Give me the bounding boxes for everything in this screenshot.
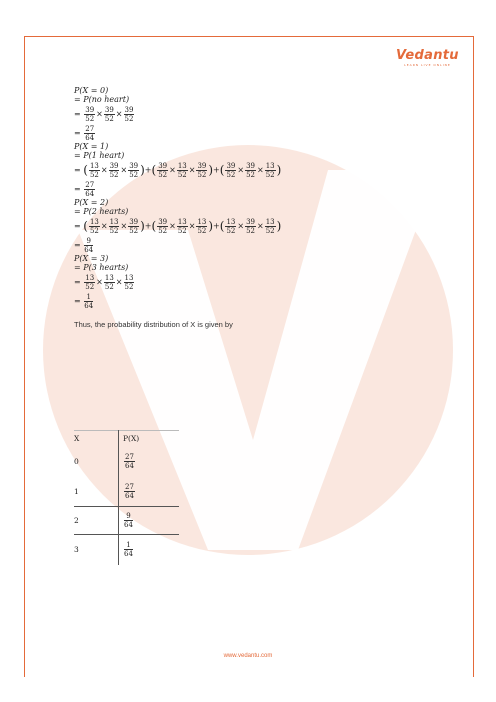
row-x: 3 xyxy=(74,535,119,565)
table-row xyxy=(74,477,179,507)
brand-name: Vedantu xyxy=(396,48,459,63)
row-px: $\frac{9}{64}$ xyxy=(124,512,133,529)
p2-event: = P(2 hearts) xyxy=(74,207,129,216)
brand-logo[interactable] xyxy=(396,48,459,67)
brand-tagline: LEARN LIVE ONLINE xyxy=(404,63,451,67)
table-row xyxy=(74,535,179,565)
p3-result: = $\frac{1}{64}$ xyxy=(74,293,94,310)
row-px: $\frac{1}{64}$ xyxy=(124,541,133,559)
probability-distribution-table xyxy=(74,430,179,565)
distribution-intro: Thus, the probability distribution of X is given by xyxy=(74,320,233,329)
header-x: X xyxy=(74,431,119,447)
row-px: $\frac{27}{64}$ xyxy=(125,453,134,470)
row-x: 0 xyxy=(74,447,119,477)
table-header-row xyxy=(74,431,179,447)
p1-result: = $\frac{27}{64}$ xyxy=(74,181,95,198)
p3-calc: = $\frac{13}{52}$ × $\frac{13}{52}$ × $\frac{13}{52}$ xyxy=(74,274,134,291)
p1-label: P(X = 1) xyxy=(74,142,109,151)
p2-result: = $\frac{9}{64}$ xyxy=(74,237,94,254)
row-x: 1 xyxy=(74,477,119,507)
p1-event: = P(1 heart) xyxy=(74,151,125,160)
row-px: $\frac{27}{64}$ xyxy=(125,482,134,500)
p0-result: = $\frac{27}{64}$ xyxy=(74,125,95,142)
table-row xyxy=(74,447,179,477)
p3-event: = P(3 hearts) xyxy=(74,263,129,272)
p2-label: P(X = 2) xyxy=(74,198,109,207)
p3-label: P(X = 3) xyxy=(74,254,109,263)
p0-label: P(X = 0) xyxy=(74,86,109,95)
p0-calc: = $\frac{39}{52}$ × $\frac{39}{52}$ × $\frac{39}{52}$ xyxy=(74,106,134,123)
table-row xyxy=(74,507,179,535)
p0-event: = P(no heart) xyxy=(74,95,130,104)
row-x: 2 xyxy=(74,507,119,535)
footer-url[interactable]: www.vedantu.com xyxy=(223,653,273,659)
p1-calc: = ( $\frac{13}{52}$ × $\frac{39}{52}$ × $\frac{39}{52}$ )+( $\frac{39}{52}$ × $\frac{13}{52}$ × $\frac{39}{52}$ )+( $\frac{39}{52}$ × $\frac{39}{52}$ × $\frac{13}{52}$ ) xyxy=(74,162,282,179)
p2-calc: = ( $\frac{13}{52}$ × $\frac{13}{52}$ × $\frac{39}{52}$ )+( $\frac{39}{52}$ × $\frac{13}{52}$ × $\frac{13}{52}$ )+( $\frac{13}{52}$ × $\frac{39}{52}$ × $\frac{13}{52}$ ) xyxy=(74,218,282,235)
header-px: P(X) xyxy=(123,434,140,444)
solution-content xyxy=(74,86,454,329)
